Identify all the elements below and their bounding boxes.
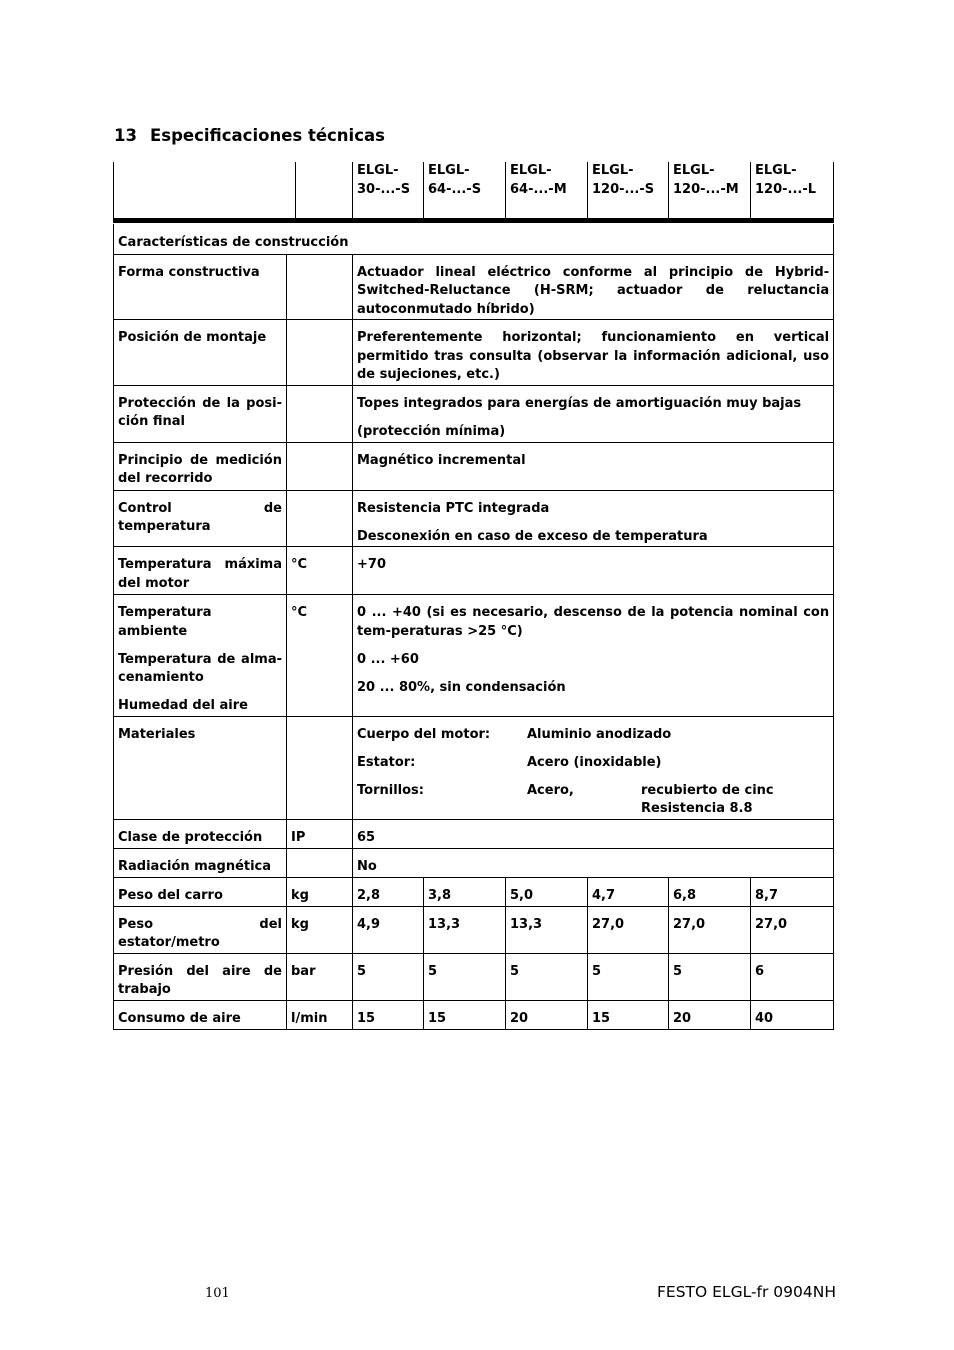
row-value: Topes integrados para energías de amortiguación muy bajas (protección mínima): [353, 385, 834, 442]
row-unit: l/min: [287, 1000, 353, 1029]
model-col-6: ELGL- 120-...-L: [751, 162, 834, 221]
row-label: Presión del aire de trabajo: [114, 953, 287, 1000]
row-label: Temperatura ambiente Temperatura de alma-cenamiento Humedad del aire: [114, 595, 287, 717]
cell-value: 15: [588, 1000, 669, 1029]
cell-value: 15: [353, 1000, 424, 1029]
row-value: Preferentemente horizontal; funcionamiento en vertical permitido tras consulta (observar la información adicional, uso de sujeciones, etc.): [353, 320, 834, 386]
cell-value: 5,0: [506, 877, 588, 906]
row-unit: [287, 442, 353, 490]
model-header-table: [113, 162, 834, 223]
cell-value: 5: [424, 953, 506, 1000]
model-col-1: ELGL- 30-...-S: [353, 162, 424, 221]
row-clase: [114, 819, 834, 848]
cell-value: 15: [424, 1000, 506, 1029]
row-label: Consumo de aire: [114, 1000, 287, 1029]
row-value: 0 ... +40 (si es necesario, descenso de la potencia nominal con tem-peraturas >25 °C) 0 ... +60 20 ... 80%, sin condensación: [353, 595, 834, 717]
row-peso-carro: [114, 877, 834, 906]
cell-value: 3,8: [424, 877, 506, 906]
model-header: [113, 162, 833, 223]
row-temp-motor: [114, 547, 834, 595]
construction-heading: Características de construcción: [114, 224, 834, 254]
row-unit: kg: [287, 906, 353, 953]
row-unit: bar: [287, 953, 353, 1000]
row-radiacion: [114, 848, 834, 877]
row-label: Materiales: [114, 716, 287, 819]
cell-value: 27,0: [588, 906, 669, 953]
model-col-4: ELGL- 120-...-S: [588, 162, 669, 221]
row-unit: °C: [287, 547, 353, 595]
row-label: Peso del carro: [114, 877, 287, 906]
cell-value: 5: [353, 953, 424, 1000]
model-col-5: ELGL- 120-...-M: [669, 162, 751, 221]
cell-value: 5: [506, 953, 588, 1000]
cell-value: 27,0: [669, 906, 751, 953]
cell-value: 20: [669, 1000, 751, 1029]
row-label: Forma constructiva: [114, 254, 287, 320]
cell-value: 20: [506, 1000, 588, 1029]
row-value: Actuador lineal eléctrico conforme al principio de Hybrid-Switched-Reluctance (H-SRM; actuador de reluctancia autoconmutado híbrido): [353, 254, 834, 320]
row-unit: [287, 848, 353, 877]
row-proteccion-final: [114, 385, 834, 442]
row-ambiente: [114, 595, 834, 717]
row-unit: kg: [287, 877, 353, 906]
row-unit: [287, 254, 353, 320]
cell-value: 4,9: [353, 906, 424, 953]
row-control-temp: [114, 490, 834, 547]
row-label: Protección de la posi-ción final: [114, 385, 287, 442]
row-label: Posición de montaje: [114, 320, 287, 386]
cell-value: 6,8: [669, 877, 751, 906]
header-blank-unit: [296, 162, 353, 221]
row-label: Clase de protección: [114, 819, 287, 848]
cell-value: 40: [751, 1000, 834, 1029]
row-label: Temperatura máxima del motor: [114, 547, 287, 595]
cell-value: 13,3: [506, 906, 588, 953]
row-label: Peso del estator/metro: [114, 906, 287, 953]
row-consumo: [114, 1000, 834, 1029]
cell-value: 5: [588, 953, 669, 1000]
cell-value: 4,7: [588, 877, 669, 906]
row-label: Radiación magnética: [114, 848, 287, 877]
row-unit: [287, 716, 353, 819]
document-id: FESTO ELGL-fr 0904NH: [657, 1283, 836, 1301]
cell-value: 8,7: [751, 877, 834, 906]
cell-value: 27,0: [751, 906, 834, 953]
row-forma: [114, 254, 834, 320]
row-presion: [114, 953, 834, 1000]
cell-value: 2,8: [353, 877, 424, 906]
row-peso-estator: [114, 906, 834, 953]
row-unit: °C: [287, 595, 353, 717]
spec-table: [113, 224, 834, 1030]
model-col-3: ELGL- 64-...-M: [506, 162, 588, 221]
row-unit: [287, 320, 353, 386]
model-col-2: ELGL- 64-...-S: [424, 162, 506, 221]
section-title-text: Especificaciones técnicas: [150, 126, 385, 145]
row-label: Principio de medición del recorrido: [114, 442, 287, 490]
row-value: +70: [353, 547, 834, 595]
row-materiales: [114, 716, 834, 819]
row-unit: [287, 490, 353, 547]
row-posicion: [114, 320, 834, 386]
row-value: Cuerpo del motor: Aluminio anodizado Estator: Acero (inoxidable) Tornillos: Acero, recubierto de cinc Resistencia 8.8: [353, 716, 834, 819]
row-unit: IP: [287, 819, 353, 848]
row-value: Magnético incremental: [353, 442, 834, 490]
header-blank-label: [114, 162, 296, 221]
row-value: Resistencia PTC integrada Desconexión en caso de exceso de temperatura: [353, 490, 834, 547]
section-number: 13: [114, 126, 137, 145]
cell-value: 6: [751, 953, 834, 1000]
cell-value: 5: [669, 953, 751, 1000]
section-title: [114, 126, 385, 145]
row-unit: [287, 385, 353, 442]
cell-value: 13,3: [424, 906, 506, 953]
row-value: 65: [353, 819, 834, 848]
page-number: 101: [205, 1286, 230, 1301]
row-principio: [114, 442, 834, 490]
row-label: Control de temperatura: [114, 490, 287, 547]
row-value: No: [353, 848, 834, 877]
